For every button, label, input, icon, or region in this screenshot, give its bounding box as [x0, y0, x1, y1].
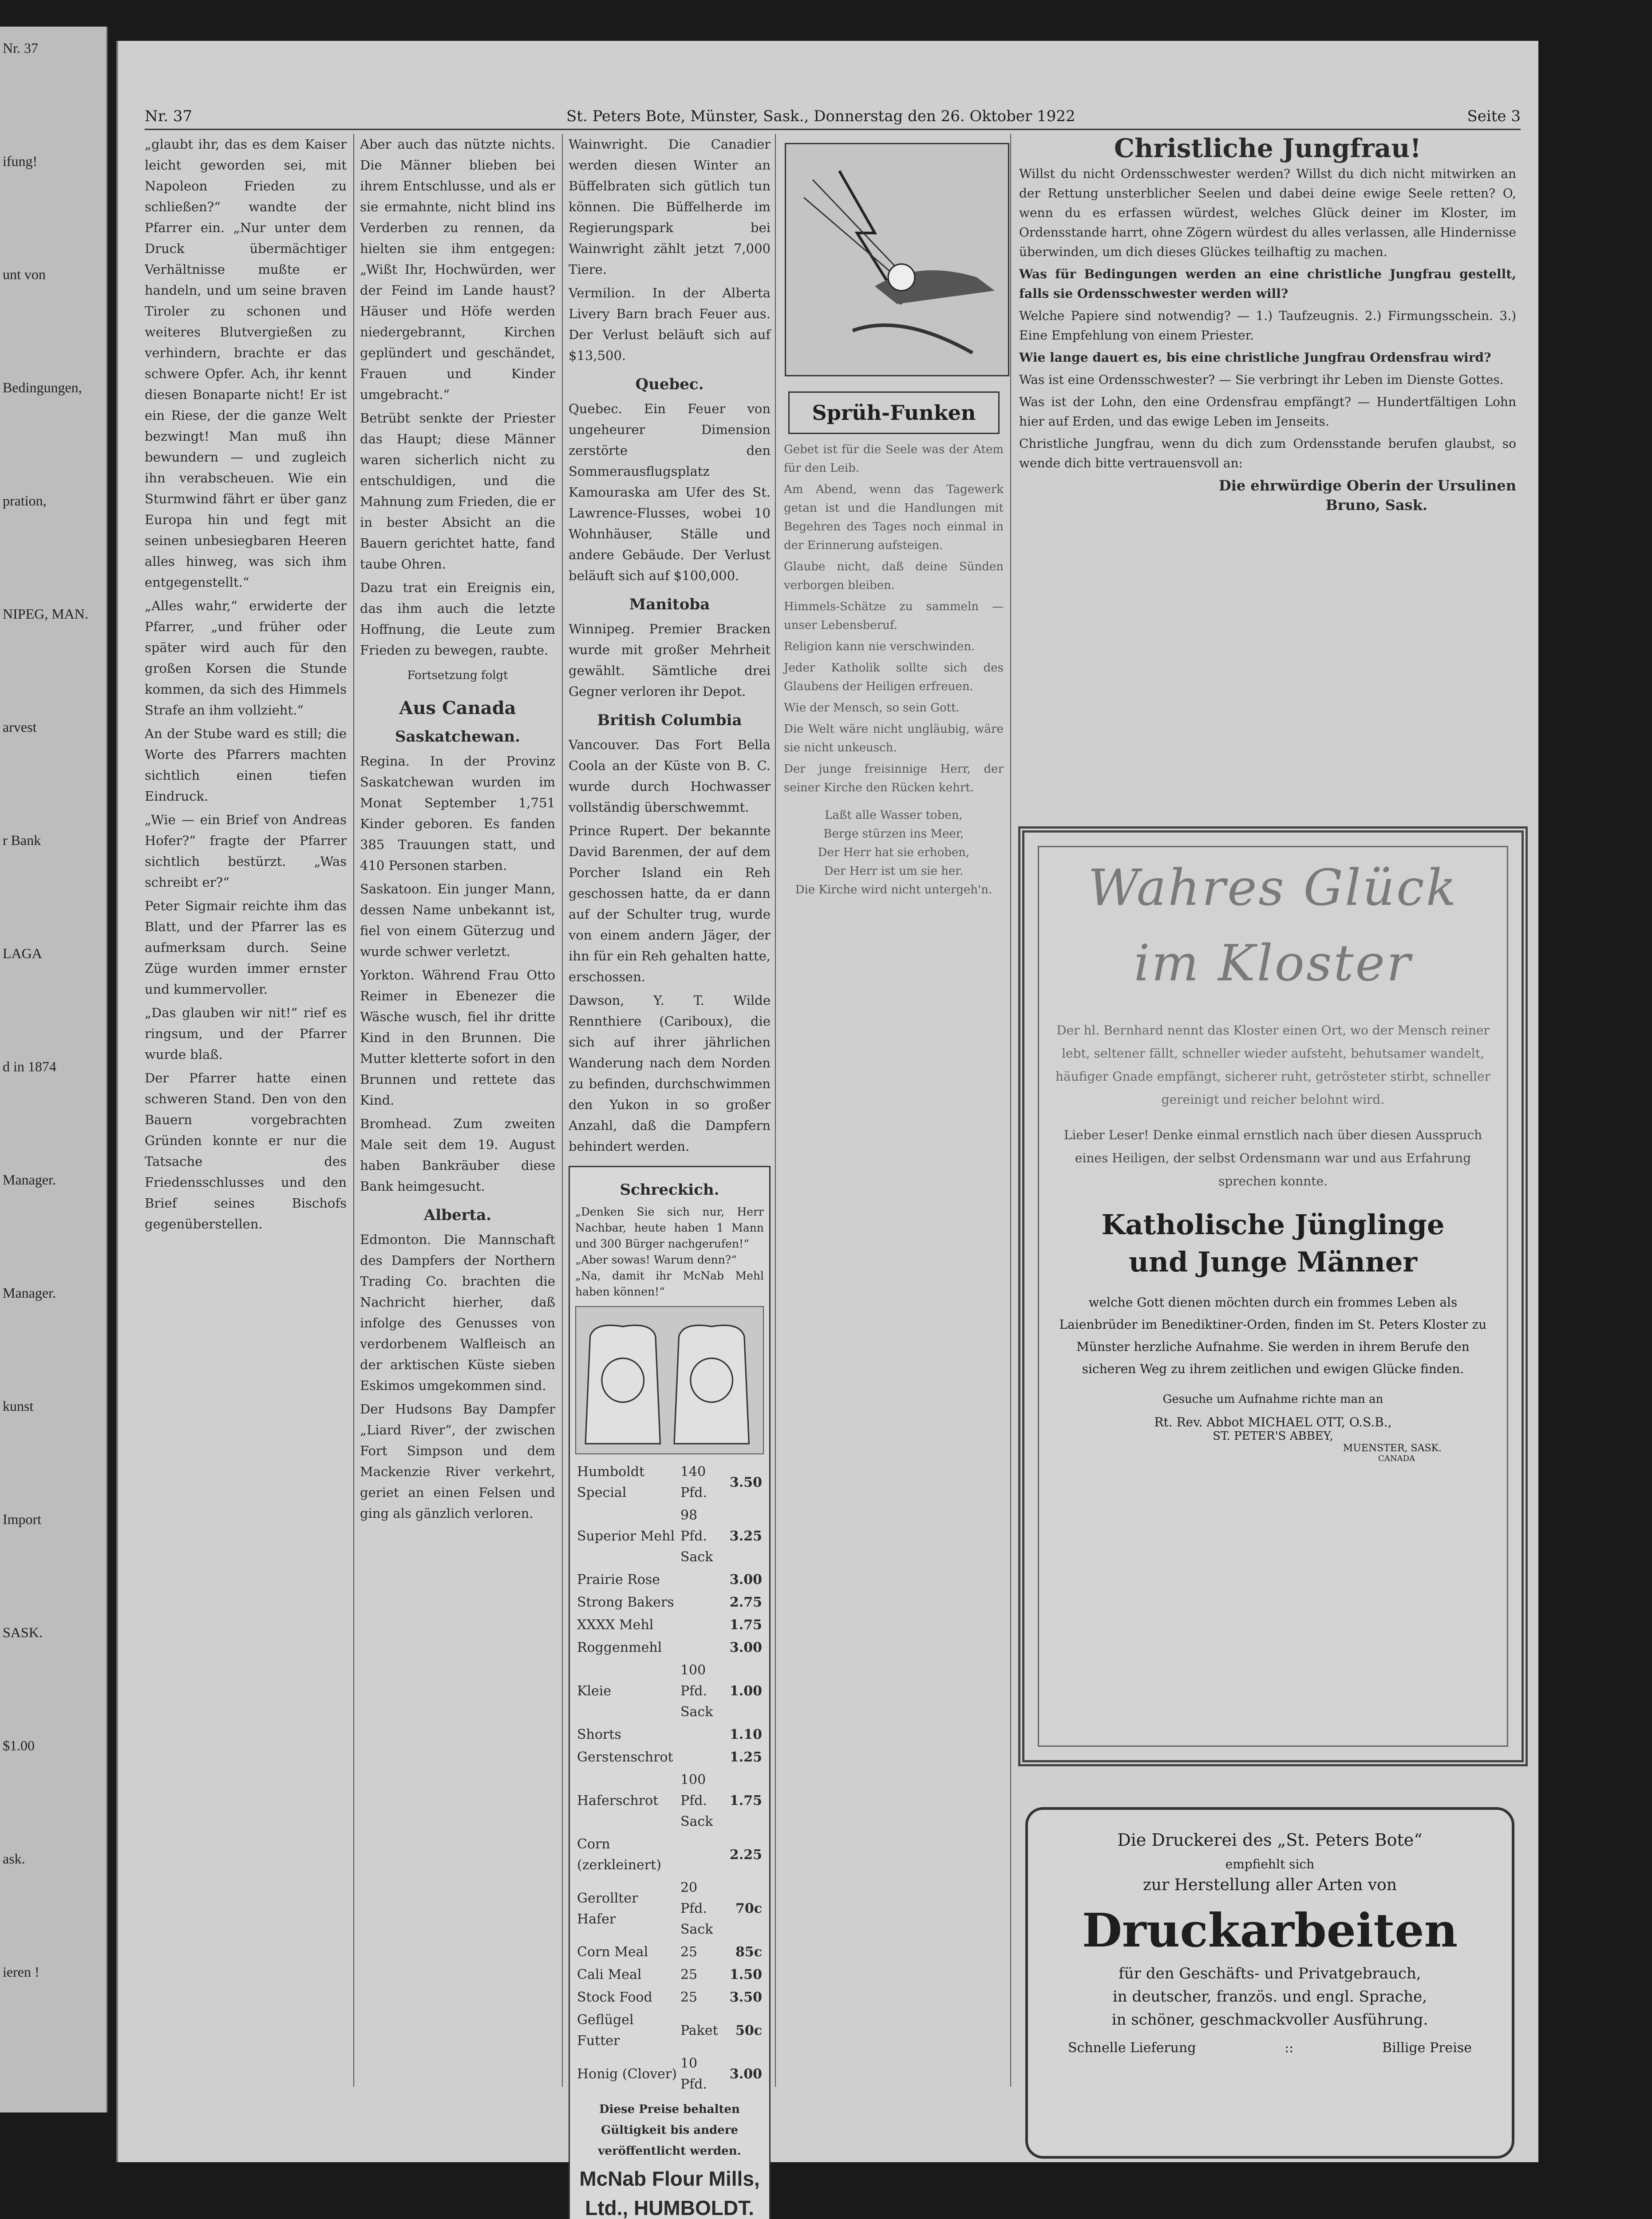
news-item: Quebec. Ein Feuer von ungeheurer Dimension zerstörte den Sommerausflugsplatz Kamouraska am Ufer des St. Lawrence-Flusses, wobei 10 Wohnhäuser, Ställe und andere Gebäude. Der Verlust beläuft sich auf $100,000. [569, 401, 771, 583]
druckerei-footer [1028, 2029, 1512, 2056]
spruh-funken-heading: Sprüh-Funken [788, 391, 1000, 434]
druckarbeiten-heading: Druckarbeiten [1082, 1903, 1458, 1958]
ad-line: „Aber sowas! Warum denn?“ [575, 1253, 737, 1266]
price-row [575, 1986, 764, 2009]
product-price: 2.25 [729, 1847, 762, 1863]
province-heading-saskatchewan: Saskatchewan. [395, 728, 520, 746]
product-unit [679, 1746, 728, 1769]
side-fragment-text: NIPEG, MAN. [3, 606, 88, 622]
product-name: Shorts [577, 1727, 621, 1742]
product-price: 1.10 [729, 1727, 762, 1742]
product-name: Corn (zerkleinert) [577, 1836, 661, 1873]
product-unit: 140 Pfd. [680, 1464, 707, 1500]
story-paragraph: Peter Sigmair reichte ihm das Blatt, und der Pfarrer las es aufmerksam durch. Seine Züge wurden immer ernster und kummervoller. [145, 898, 347, 997]
section-heading-canada: Aus Canada [399, 698, 516, 719]
price-row [575, 2009, 764, 2052]
aphorism: Der junge freisinnige Herr, der seiner Kirche den Rücken kehrt. [784, 762, 1004, 794]
jungfrau-intro: Willst du nicht Ordensschwester werden? Willst du dich nicht mitwirken an der Rettung unsterblicher Seelen und dabei deine ewige Seele retten? O, wenn du es erfassen würdest, welches Glück deiner im Kloster, im Ordensstande harrt, ohne Zögern würdest du alles verlassen, alle Hindernisse überwinden, um dich dieses Glückes teilhaftig zu machen. [1019, 166, 1516, 259]
aphorism: Gebet ist für die Seele was der Atem für den Leib. [784, 443, 1004, 475]
product-unit [679, 1636, 728, 1659]
news-item: Der Hudsons Bay Dampfer „Liard River“, der zwischen Fort Simpson und dem Mackenzie River verkehrt, geriet an einen Felsen und ging als gänzlich verloren. [360, 1402, 555, 1521]
product-name: XXXX Mehl [577, 1617, 654, 1633]
story-paragraph: Betrübt senkte der Priester das Haupt; diese Männer waren sicherlich nicht zu entschuldigen, und die Mahnung zum Frieden, die er in bester Absicht an die Bauern gerichtet hatte, fand taube Ohren. [360, 411, 555, 572]
product-name: Kleie [577, 1683, 612, 1699]
price-row [575, 1941, 764, 1963]
product-unit: 25 [680, 1990, 698, 2005]
province-heading-quebec: Quebec. [635, 375, 704, 393]
story-paragraph: „Wie — ein Brief von Andreas Hofer?“ fragte der Pfarrer sichtlich bestürzt. „Was schreibt er?“ [145, 812, 347, 890]
juenglinge-title: Katholische Jünglinge [1101, 1208, 1445, 1241]
story-paragraph: Aber auch das nützte nichts. Die Männer blieben bei ihrem Entschlusse, und als er sie ermahnte, nicht blind ins Verderben zu rennen, da hielten sie ihm entgegen: „Wißt Ihr, Hochwürden, wer der Feind im Lande haust? Häuser und Höfe werden niedergebrannt, Kirchen geplündert und geschändet, Frauen und Kinder umgebracht.“ [360, 137, 555, 402]
news-item: Prince Rupert. Der bekannte David Barenmen, der auf dem Porcher Island ein Reh geschossen hatte, da er dann auf der Schulter trug, wurde von einem andern Jäger, der ihn für ein Reh gehalten hatte, erschossen. [569, 823, 771, 984]
bernhard-quote: Der hl. Bernhard nennt das Kloster einen Ort, wo der Mensch reiner lebt, seltener fällt, schneller wieder aufsteht, behutsamer wandelt, häufiger Gnade empfängt, sicherer ruht, getrösteter stirbt, schneller gereinigt und reicher belohnt wird. [1055, 1023, 1490, 1107]
low-prices-label: Billige Preise [1382, 2040, 1472, 2056]
jungfrau-closing: Christliche Jungfrau, wenn du dich zum Ordensstande berufen glaubst, so wende dich bitte vertrauensvoll an: [1019, 436, 1516, 470]
poem-line: Laßt alle Wasser toben, [825, 809, 963, 822]
page-number: Seite 3 [1467, 107, 1521, 125]
aphorism: Glaube nicht, daß deine Sünden verborgen bleiben. [784, 560, 1004, 592]
jungfrau-answer: Was ist der Lohn, den eine Ordensfrau empfängt? — Hundertfältigen Lohn hier auf Erden, und das ewige Leben im Jenseits. [1019, 395, 1516, 429]
side-fragment-text: ifung! [3, 153, 38, 169]
news-item: Dawson, Y. T. Wilde Rennthiere (Cariboux), die sich auf ihrer jährlichen Wanderung nach dem Norden zu befinden, durchschwimmen den Yukon in so großer Anzahl, daß die Dampfern behindert werden. [569, 993, 771, 1154]
price-note: Diese Preise behalten Gültigkeit bis andere veröffentlicht werden. [598, 2103, 741, 2158]
laienbrueder-text: welche Gott dienen möchten durch ein frommes Leben als Laienbrüder im Benediktiner-Orden, finden im St. Peters Kloster zu Münster herzliche Aufnahme. Sie werden in ihrem Berufe den sicheren Weg zu ihrem zeitlichen und ewigen Glücke finden. [1059, 1295, 1487, 1376]
jungfrau-answer: Was ist eine Ordensschwester? — Sie verbringt ihr Leben im Dienste Gottes. [1019, 372, 1504, 387]
druckerei-languages: in deutscher, französ. und engl. Sprache, [1112, 1988, 1427, 2006]
side-fragment-text: Manager. [3, 1172, 56, 1188]
side-fragment-text: ask. [3, 1851, 25, 1867]
product-unit: 98 Pfd. Sack [680, 1508, 713, 1565]
product-name: Humboldt Special [577, 1464, 645, 1500]
column-rule [1010, 134, 1011, 2087]
column-4 [784, 440, 1004, 899]
product-name: Strong Bakers [577, 1595, 674, 1610]
newspaper-page [116, 41, 1538, 2219]
side-fragment-text: Nr. 37 [3, 40, 38, 56]
product-name: Cali Meal [577, 1967, 642, 1982]
product-unit: 25 [680, 1944, 698, 1960]
product-price: 3.50 [729, 1990, 762, 2005]
page-header [145, 107, 1521, 130]
news-item: Saskatoon. Ein junger Mann, dessen Name unbekannt ist, fiel von einem Güterzug und wurde schwer verletzt. [360, 881, 555, 959]
province-heading-alberta: Alberta. [423, 1206, 492, 1224]
story-paragraph: Der Pfarrer hatte einen schweren Stand. Den von den Bauern vorgebrachten Gründen konnte er nur die Tatsache des Friedensschlusses und den Brief seines Bischofs gegenüberstellen. [145, 1070, 347, 1232]
product-unit: Paket [680, 2022, 718, 2038]
abbey-name: ST. PETER'S ABBEY, [1213, 1429, 1333, 1443]
side-fragment-text: Manager. [3, 1285, 56, 1301]
product-price: 1.75 [729, 1617, 762, 1633]
product-unit [679, 1568, 728, 1591]
story-paragraph: Dazu trat ein Ereignis ein, das ihm auch die letzte Hoffnung, die Leute zum Frieden zu bewegen, raubte. [360, 580, 555, 658]
story-paragraph: „Das glauben wir nit!“ rief es ringsum, und der Pfarrer wurde blaß. [145, 1005, 347, 1062]
price-row [575, 1461, 764, 1504]
side-fragment-text: LAGA [3, 945, 42, 961]
price-row [575, 1659, 764, 1723]
product-unit [679, 1591, 728, 1614]
side-fragment-text: pration, [3, 493, 47, 509]
druckerei-name: Die Druckerei des „St. Peters Bote“ [1117, 1830, 1423, 1850]
product-price: 3.00 [729, 2066, 762, 2082]
news-item: Yorkton. Während Frau Otto Reimer in Ebenezer die Wäsche wusch, fiel ihr dritte Kind in den Brunnen. Die Mutter kletterte sofort in den Brunnen und rettete das Kind. [360, 967, 555, 1108]
side-fragment-text: ieren ! [3, 1964, 40, 1980]
province-heading-manitoba: Manitoba [629, 596, 710, 613]
continuation-note: Fortsetzung folgt [407, 669, 508, 682]
column-1 [145, 134, 347, 1237]
price-row [575, 1636, 764, 1659]
column-rule [775, 134, 776, 2087]
masthead-line: St. Peters Bote, Münster, Sask., Donnerstag den 26. Oktober 1922 [566, 107, 1075, 125]
druckerei-offer: zur Herstellung aller Arten von [1142, 1876, 1397, 1894]
issue-number: Nr. 37 [145, 107, 193, 125]
footer-separator: :: [1284, 2040, 1294, 2056]
mcnab-flour-ad [569, 1166, 771, 2219]
news-item: Wainwright. Die Canadier werden diesen Winter an Büffelbraten sich gütlich tun können. Die Büffelherde im Regierungspark bei Wainwright zählt jetzt 7,000 Tiere. [569, 137, 771, 277]
product-price: 3.00 [729, 1572, 762, 1587]
column-2 [360, 134, 555, 1527]
news-item: Bromhead. Zum zweiten Male seit dem 19. August haben Bankräuber diese Bank heimgesucht. [360, 1116, 555, 1194]
product-unit: 10 Pfd. [680, 2056, 707, 2092]
mcnab-location: Ltd., HUMBOLDT. [585, 2196, 754, 2219]
abbey-place: MUENSTER, SASK. [1343, 1443, 1442, 1454]
oberin-signature: Die ehrwürdige Oberin der Ursulinen [1219, 477, 1516, 494]
news-item: Vermilion. In der Alberta Livery Barn brach Feuer aus. Der Verlust beläuft sich auf $13,500. [569, 285, 771, 363]
product-unit [679, 1614, 728, 1636]
price-row [575, 1591, 764, 1614]
product-price: 3.50 [729, 1474, 762, 1490]
ad-dialogue [575, 1204, 764, 1300]
product-name: Prairie Rose [577, 1572, 660, 1587]
column-5 [1019, 134, 1516, 515]
product-price: 1.25 [729, 1749, 762, 1765]
product-price: 1.75 [729, 1793, 762, 1808]
column-rule [353, 134, 354, 2087]
news-item: Edmonton. Die Mannschaft des Dampfers der Northern Trading Co. brachten die Nachricht hierher, daß infolge des Genusses von verdorbenem Walfleisch an der arktischen Küste sieben Eskimos umgekommen sind. [360, 1232, 555, 1393]
price-row [575, 1568, 764, 1591]
side-fragment-text: Bedingungen, [3, 379, 82, 395]
abbey-country: CANADA [1378, 1454, 1415, 1463]
junge-maenner-title: und Junge Männer [1128, 1246, 1418, 1278]
side-fragment-text: d in 1874 [3, 1058, 56, 1074]
kloster-ad-content [1051, 859, 1495, 1463]
product-price: 50c [735, 2022, 762, 2038]
aphorism: Himmels-Schätze zu sammeln — unser Lebensberuf. [784, 600, 1004, 632]
product-unit: 20 Pfd. Sack [680, 1880, 713, 1937]
aphorism: Am Abend, wenn das Tagewerk getan ist und die Handlungen mit Begehren des Tages noch einmal in der Erinnerung aufsteigen. [784, 483, 1004, 552]
side-fragment-text: r Bank [3, 832, 41, 848]
contact-intro: Gesuche um Aufnahme richte man an [1162, 1393, 1383, 1406]
product-price: 85c [735, 1944, 762, 1960]
column-3 [569, 134, 771, 2219]
product-unit: 100 Pfd. Sack [680, 1662, 713, 1720]
product-name: Superior Mehl [577, 1528, 675, 1544]
price-list [575, 1461, 764, 2096]
mcnab-name: McNab Flour Mills, [579, 2167, 760, 2190]
ad-line: „Na, damit ihr McNab Mehl haben können!“ [575, 1269, 764, 1298]
kloster-ad-frame [1018, 826, 1528, 1766]
side-fragment-text: $1.00 [3, 1737, 35, 1753]
abbot-name: Rt. Rev. Abbot MICHAEL OTT, O.S.B., [1154, 1415, 1392, 1429]
jungfrau-question: Wie lange dauert es, bis eine christliche Jungfrau Ordensfrau wird? [1019, 350, 1491, 365]
product-name: Haferschrot [577, 1793, 659, 1808]
price-row [575, 1769, 764, 1833]
flour-sacks-illustration [575, 1306, 764, 1454]
price-row [575, 1614, 764, 1636]
leser-appeal: Lieber Leser! Denke einmal ernstlich nach über diesen Ausspruch eines Heiligen, der selbst Ordensmann war und aus Erfahrung sprechen konnte. [1063, 1128, 1482, 1188]
column-rule [562, 134, 563, 2087]
price-row [575, 1504, 764, 1568]
price-row [575, 1833, 764, 1876]
price-row [575, 1723, 764, 1746]
ad-heading: Schreckich. [620, 1181, 719, 1199]
side-fragment-text: Import [3, 1511, 42, 1527]
product-name: Gerstenschrot [577, 1749, 673, 1765]
news-item: Regina. In der Provinz Saskatchewan wurden im Monat September 1,751 Kinder geboren. Es fanden 385 Trauungen statt, und 410 Personen starben. [360, 754, 555, 873]
story-paragraph: „Alles wahr,“ erwiderte der Pfarrer, „und früher oder später wird auch für den großen Korsen die Stunde kommen, da sich des Himmels Strafe an ihm vollzieht.“ [145, 598, 347, 718]
product-name: Gerollter Hafer [577, 1890, 638, 1927]
side-fragment-text: kunst [3, 1398, 34, 1414]
product-price: 2.75 [729, 1595, 762, 1610]
jungfrau-heading: Christliche Jungfrau! [1114, 133, 1422, 163]
product-name: Geflügel Futter [577, 2012, 634, 2049]
poem-line: Berge stürzen ins Meer, [823, 827, 964, 841]
product-price: 1.00 [729, 1683, 762, 1699]
side-fragment-text: SASK. [3, 1624, 43, 1640]
adjacent-page-fragment [0, 27, 108, 2112]
druckerei-recommends: empfiehlt sich [1225, 1857, 1315, 1872]
druckerei-use: für den Geschäfts- und Privatgebrauch, [1118, 1965, 1421, 1982]
product-price: 70c [735, 1901, 762, 1916]
druckerei-ad [1025, 1807, 1514, 2159]
poem-line: Die Kirche wird nicht untergeh'n. [795, 883, 992, 896]
product-price: 3.00 [729, 1640, 762, 1655]
poem [784, 806, 1004, 899]
province-heading-british-columbia: British Columbia [597, 711, 742, 729]
product-unit [679, 1833, 728, 1876]
poem-line: Der Herr ist um sie her. [824, 865, 964, 878]
aphorism: Religion kann nie verschwinden. [784, 640, 975, 653]
aphorism: Jeder Katholik sollte sich des Glaubens der Heiligen erfreuen. [784, 661, 1004, 693]
wahres-glueck-title: Wahres Glück [1088, 859, 1458, 917]
druckerei-quality: in schöner, geschmackvoller Ausführung. [1111, 2011, 1428, 2029]
product-price: 3.25 [729, 1528, 762, 1544]
product-name: Honig (Clover) [577, 2066, 677, 2082]
im-kloster-title: im Kloster [1134, 935, 1412, 992]
product-name: Corn Meal [577, 1944, 648, 1960]
product-unit: 100 Pfd. Sack [680, 1772, 713, 1829]
aphorism: Wie der Mensch, so sein Gott. [784, 701, 960, 715]
price-row [575, 1876, 764, 1941]
product-unit: 25 [680, 1967, 698, 1982]
jungfrau-question: Was für Bedingungen werden an eine christliche Jungfrau gestellt, falls sie Ordensschwester werden will? [1019, 267, 1516, 301]
story-paragraph: „glaubt ihr, das es dem Kaiser leicht geworden sei, mit Napoleon Frieden zu schließen?“ wandte der Pfarrer ein. „Nur unter dem Druck übermächtiger Verhältnisse mußte er handeln, und um seine braven Tiroler zu schonen und weiteres Blutvergießen zu verhindern, brachte er das schwere Opfer. Ach, ihr kennt diesen Bonaparte nicht! Er ist ein Riese, der die ganze Welt bezwingt! Man muß ihn bewundern — und zugleich ihn verabscheuen. Wie ein Sturmwind fährt er über ganz Europa hin und fegt mit seinen unbesiegbaren Heeren alles hinweg, was sich ihm entgegenstellt.“ [145, 137, 347, 590]
story-paragraph: An der Stube ward es still; die Worte des Pfarrers machten sichtlich einen tiefen Eindruck. [145, 726, 347, 804]
side-fragment-text: unt von [3, 266, 46, 282]
side-fragment-text: arvest [3, 719, 37, 735]
ad-line: „Denken Sie sich nur, Herr Nachbar, heute haben 1 Mann und 300 Bürger nachgerufen!“ [575, 1205, 764, 1250]
product-unit [679, 1723, 728, 1746]
product-name: Stock Food [577, 1990, 652, 2005]
product-name: Roggenmehl [577, 1640, 662, 1655]
jungfrau-answer: Welche Papiere sind notwendig? — 1.) Taufzeugnis. 2.) Firmungsschein. 3.) Eine Empfehlung von einem Priester. [1019, 308, 1516, 343]
price-row [575, 1746, 764, 1769]
poem-line: Der Herr hat sie erhoben, [818, 846, 970, 859]
lightning-illustration [785, 143, 1009, 376]
fast-delivery-label: Schnelle Lieferung [1068, 2040, 1196, 2056]
news-item: Vancouver. Das Fort Bella Coola an der Küste von B. C. wurde durch Hochwasser vollständig überschwemmt. [569, 737, 771, 815]
price-row [575, 2052, 764, 2096]
product-price: 1.50 [729, 1967, 762, 1982]
news-item: Winnipeg. Premier Bracken wurde mit großer Mehrheit gewählt. Sämtliche drei Gegner verloren ihr Depot. [569, 621, 771, 699]
price-row [575, 1963, 764, 1986]
aphorism: Die Welt wäre nicht ungläubig, wäre sie nicht unkeusch. [784, 723, 1004, 754]
oberin-place: Bruno, Sask. [1325, 497, 1427, 513]
